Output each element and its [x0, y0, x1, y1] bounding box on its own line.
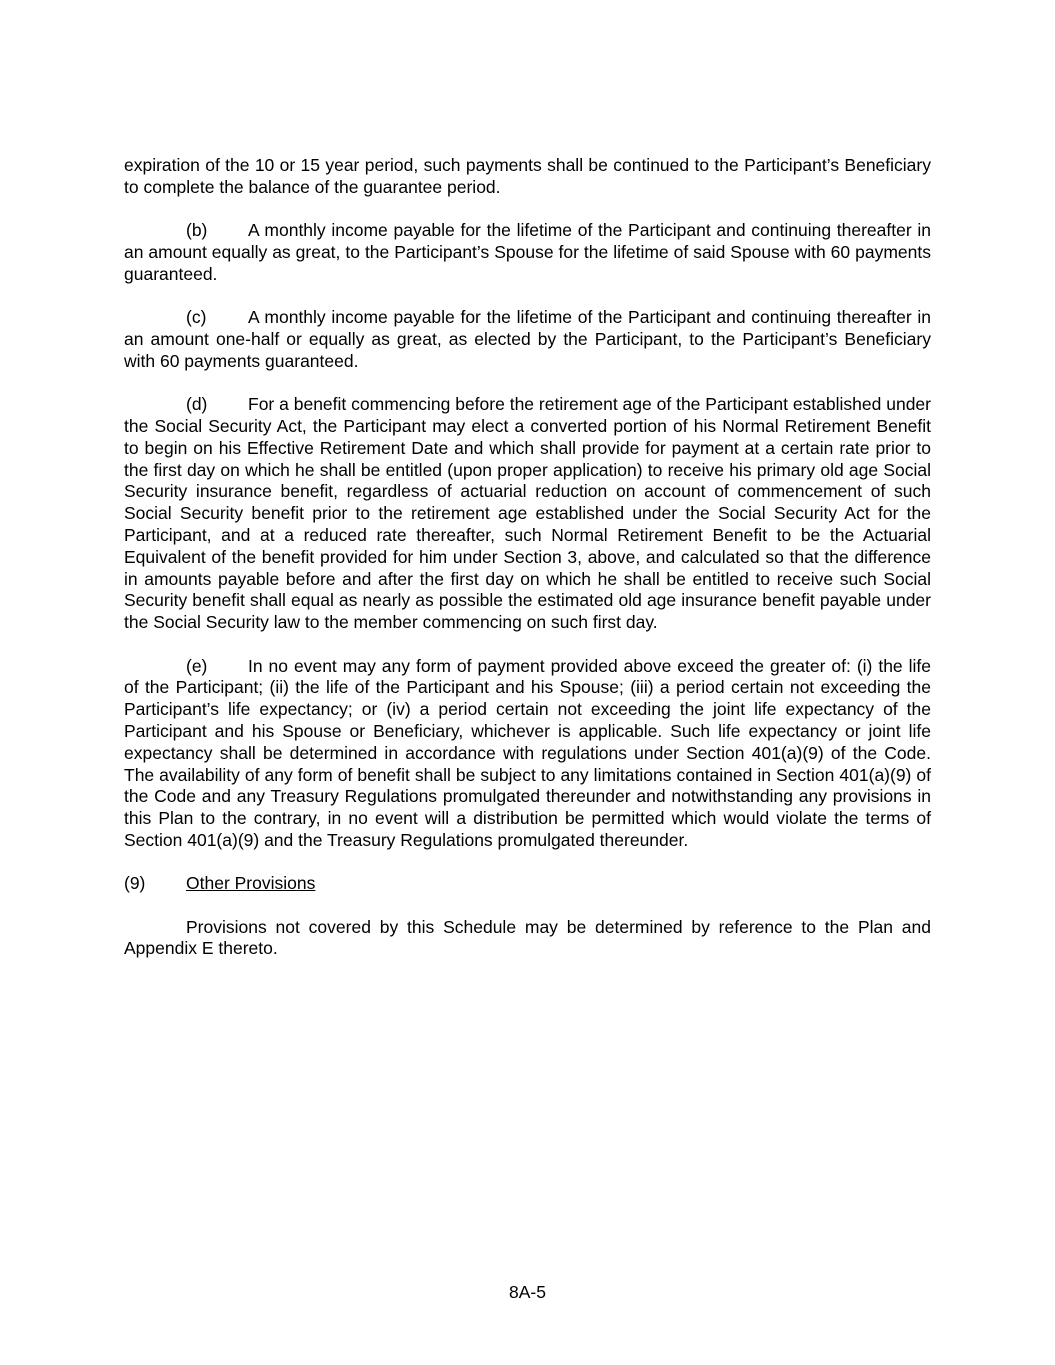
- paragraph-text: A monthly income payable for the lifetime of the Participant and continuing thereafter in an amount one-half or equally as great, as elected by the Participant, to the Participant’s Beneficiary with 60 payments guaranteed.: [124, 307, 931, 371]
- continuation-paragraph: expiration of the 10 or 15 year period, such payments shall be continued to the Participant’s Beneficiary to complete the balance of the guarantee period.: [124, 155, 931, 197]
- document-body: [124, 155, 931, 982]
- paragraph-label: (d): [186, 394, 208, 415]
- paragraph-label: (e): [186, 655, 208, 676]
- paragraph-d: [124, 394, 931, 634]
- paragraph-label: (c): [186, 307, 207, 328]
- section-paragraph: Provisions not covered by this Schedule may be determined by reference to the Plan and Appendix E thereto.: [124, 916, 931, 959]
- paragraph-text: In no event may any form of payment provided above exceed the greater of: (i) the life of the Participant; (ii) the life of the Participant and his Spouse; (iii) a period certain not exceeding the Participant’s life expectancy; or (iv) a period certain not exceeding the joint life expectancy of the Participant and his Spouse or Beneficiary, whichever is applicable. Such life expectancy or joint life expectancy shall be determined in accordance with regulations under Section 401(a)(9) of the Code. The availability of any form of benefit shall be subject to any limitations contained in Section 401(a)(9) of the Code and any Treasury Regulations promulgated thereunder and notwithstanding any provisions in this Plan to the contrary, in no event will a distribution be permitted which would violate the terms of Section 401(a)(9) and the Treasury Regulations promulgated thereunder.: [124, 655, 931, 850]
- section-heading: [124, 873, 931, 895]
- paragraph-b: [124, 220, 931, 285]
- paragraph-c: [124, 307, 931, 372]
- paragraph-text: A monthly income payable for the lifetime of the Participant and continuing thereafter in an amount equally as great, to the Participant’s Spouse for the lifetime of said Spouse with 60 payments guaranteed.: [124, 220, 931, 284]
- section-number: (9): [124, 873, 146, 894]
- section-title: Other Provisions: [186, 873, 316, 894]
- page-number: 8A-5: [509, 1282, 546, 1302]
- paragraph-label: (b): [186, 220, 208, 241]
- paragraph-text: For a benefit commencing before the retirement age of the Participant established under the Social Security Act, the Participant may elect a converted portion of his Normal Retirement Benefit to begin on his Effective Retirement Date and which shall provide for payment at a certain rate prior to the first day on which he shall be entitled (upon proper application) to receive his primary old age Social Security insurance benefit, regardless of actuarial reduction on account of commencement of such Social Security benefit prior to the retirement age established under the Social Security Act for the Participant, and at a reduced rate thereafter, such Normal Retirement Benefit to be the Actuarial Equivalent of the benefit provided for him under Section 3, above, and calculated so that the difference in amounts payable before and after the first day on which he shall be entitled to receive such Social Security benefit shall equal as nearly as possible the estimated old age insurance benefit payable under the Social Security law to the member commencing on such first day.: [124, 394, 931, 633]
- paragraph-e: [124, 656, 931, 852]
